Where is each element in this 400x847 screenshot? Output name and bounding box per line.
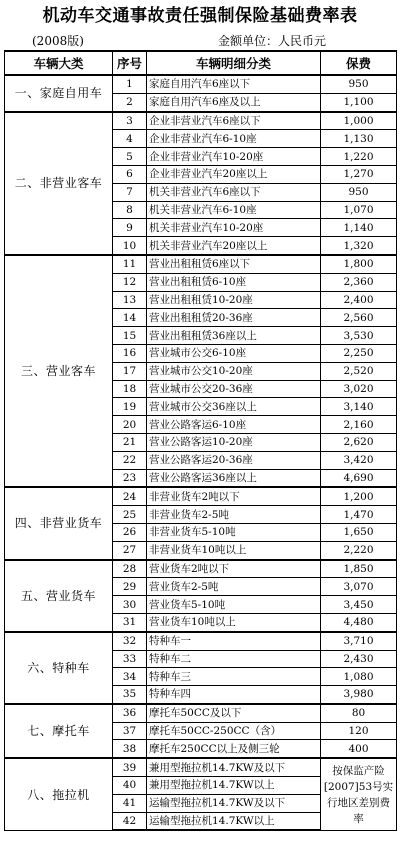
vehicle-detail-cell: 营业公路客运10-20座 (147, 433, 321, 451)
row-number-cell: 29 (113, 578, 147, 596)
premium-cell: 1,200 (321, 487, 397, 505)
category-cell: 四、非营业货车 (5, 487, 113, 559)
row-number-cell: 1 (113, 75, 147, 93)
premium-cell: 1,270 (321, 165, 397, 183)
vehicle-detail-cell: 营业出租租赁36座以上 (147, 327, 321, 345)
vehicle-detail-cell: 家庭自用汽车6座以下 (147, 75, 321, 93)
premium-cell: 120 (321, 722, 397, 740)
row-number-cell: 14 (113, 309, 147, 327)
premium-cell: 1,070 (321, 201, 397, 219)
vehicle-detail-cell: 摩托车250CC以上及侧三轮 (147, 740, 321, 758)
row-number-cell: 4 (113, 130, 147, 148)
premium-cell: 1,130 (321, 130, 397, 148)
vehicle-detail-cell: 营业城市公交20-36座 (147, 380, 321, 398)
vehicle-detail-cell: 营业城市公交6-10座 (147, 344, 321, 362)
premium-cell: 1,220 (321, 148, 397, 166)
row-number-cell: 25 (113, 506, 147, 524)
category-cell: 二、非营业客车 (5, 112, 113, 255)
row-number-cell: 19 (113, 398, 147, 416)
vehicle-detail-cell: 兼用型拖拉机14.7KW以上 (147, 777, 321, 795)
vehicle-detail-cell: 营业出租租赁20-36座 (147, 309, 321, 327)
vehicle-detail-cell: 非营业货车10吨以上 (147, 541, 321, 559)
vehicle-detail-cell: 机关非营业汽车20座以上 (147, 237, 321, 255)
table-row (5, 112, 397, 130)
vehicle-detail-cell: 营业出租租赁6座以下 (147, 255, 321, 273)
subtitle-line (0, 33, 400, 49)
premium-cell: 2,160 (321, 416, 397, 434)
table-row (5, 75, 397, 93)
vehicle-detail-cell: 摩托车50CC及以下 (147, 704, 321, 722)
row-number-cell: 21 (113, 433, 147, 451)
table-row (5, 632, 397, 650)
vehicle-detail-cell: 非营业货车2吨以下 (147, 487, 321, 505)
vehicle-detail-cell: 营业公路客运36座以上 (147, 469, 321, 487)
row-number-cell: 39 (113, 758, 147, 776)
premium-cell: 1,320 (321, 237, 397, 255)
row-number-cell: 7 (113, 183, 147, 201)
premium-cell: 2,220 (321, 541, 397, 559)
category-cell: 六、特种车 (5, 632, 113, 704)
vehicle-detail-cell: 企业非营业汽车20座以上 (147, 165, 321, 183)
vehicle-detail-cell: 营业出租租赁10-20座 (147, 291, 321, 309)
row-number-cell: 16 (113, 344, 147, 362)
premium-cell: 1,800 (321, 255, 397, 273)
table-row (5, 560, 397, 578)
vehicle-detail-cell: 营业城市公交10-20座 (147, 362, 321, 380)
premium-cell: 3,710 (321, 632, 397, 650)
row-number-cell: 10 (113, 237, 147, 255)
premium-cell: 3,450 (321, 596, 397, 614)
row-number-cell: 26 (113, 523, 147, 541)
premium-cell: 3,980 (321, 686, 397, 704)
vehicle-detail-cell: 摩托车50CC-250CC（含） (147, 722, 321, 740)
premium-cell: 3,020 (321, 380, 397, 398)
row-number-cell: 8 (113, 201, 147, 219)
row-number-cell: 30 (113, 596, 147, 614)
table-row (5, 487, 397, 505)
row-number-cell: 9 (113, 219, 147, 237)
header-premium: 保费 (321, 51, 397, 75)
row-number-cell: 34 (113, 668, 147, 686)
vehicle-detail-cell: 兼用型拖拉机14.7KW及以下 (147, 758, 321, 776)
row-number-cell: 13 (113, 291, 147, 309)
vehicle-detail-cell: 营业货车5-10吨 (147, 596, 321, 614)
table-header-row (5, 51, 397, 75)
row-number-cell: 41 (113, 794, 147, 812)
row-number-cell: 23 (113, 469, 147, 487)
row-number-cell: 11 (113, 255, 147, 273)
category-cell: 三、营业客车 (5, 255, 113, 487)
premium-cell: 1,850 (321, 560, 397, 578)
premium-cell: 1,650 (321, 523, 397, 541)
vehicle-detail-cell: 营业城市公交36座以上 (147, 398, 321, 416)
vehicle-detail-cell: 机关非营业汽车10-20座 (147, 219, 321, 237)
header-detail: 车辆明细分类 (147, 51, 321, 75)
vehicle-detail-cell: 运输型拖拉机14.7KW及以下 (147, 794, 321, 812)
category-cell: 八、拖拉机 (5, 758, 113, 830)
premium-cell: 400 (321, 740, 397, 758)
table-row (5, 255, 397, 273)
row-number-cell: 42 (113, 812, 147, 830)
vehicle-detail-cell: 特种车三 (147, 668, 321, 686)
row-number-cell: 38 (113, 740, 147, 758)
vehicle-detail-cell: 企业非营业汽车6座以下 (147, 112, 321, 130)
premium-cell: 1,140 (321, 219, 397, 237)
premium-cell: 3,530 (321, 327, 397, 345)
premium-cell: 3,420 (321, 451, 397, 469)
table-body (5, 75, 397, 830)
vehicle-detail-cell: 家庭自用汽车6座及以上 (147, 93, 321, 111)
row-number-cell: 5 (113, 148, 147, 166)
premium-cell: 1,470 (321, 506, 397, 524)
premium-cell: 2,430 (321, 650, 397, 668)
header-number: 序号 (113, 51, 147, 75)
row-number-cell: 2 (113, 93, 147, 111)
row-number-cell: 32 (113, 632, 147, 650)
category-cell: 七、摩托车 (5, 704, 113, 758)
vehicle-detail-cell: 企业非营业汽车6-10座 (147, 130, 321, 148)
row-number-cell: 12 (113, 273, 147, 291)
vehicle-detail-cell: 非营业货车2-5吨 (147, 506, 321, 524)
premium-cell: 2,620 (321, 433, 397, 451)
vehicle-detail-cell: 特种车二 (147, 650, 321, 668)
table-row (5, 704, 397, 722)
premium-cell: 3,070 (321, 578, 397, 596)
vehicle-detail-cell: 机关非营业汽车6-10座 (147, 201, 321, 219)
vehicle-detail-cell: 运输型拖拉机14.7KW以上 (147, 812, 321, 830)
premium-cell: 2,400 (321, 291, 397, 309)
premium-cell: 3,140 (321, 398, 397, 416)
vehicle-detail-cell: 特种车四 (147, 686, 321, 704)
vehicle-detail-cell: 营业货车10吨以上 (147, 613, 321, 631)
vehicle-detail-cell: 企业非营业汽车10-20座 (147, 148, 321, 166)
vehicle-detail-cell: 非营业货车5-10吨 (147, 523, 321, 541)
page-title: 机动车交通事故责任强制保险基础费率表 (42, 6, 358, 26)
premium-cell: 2,560 (321, 309, 397, 327)
row-number-cell: 40 (113, 777, 147, 795)
row-number-cell: 18 (113, 380, 147, 398)
premium-cell: 1,000 (321, 112, 397, 130)
currency-unit-label: 金额单位：人民币元 (218, 34, 327, 48)
vehicle-detail-cell: 营业公路客运20-36座 (147, 451, 321, 469)
row-number-cell: 24 (113, 487, 147, 505)
category-cell: 一、家庭自用车 (5, 75, 113, 112)
category-cell: 五、营业货车 (5, 560, 113, 632)
row-number-cell: 22 (113, 451, 147, 469)
premium-cell: 1,100 (321, 93, 397, 111)
premium-cell: 4,480 (321, 613, 397, 631)
vehicle-detail-cell: 营业货车2吨以下 (147, 560, 321, 578)
premium-cell: 80 (321, 704, 397, 722)
premium-note-cell: 按保监产险[2007]53号实行地区差别费率 (321, 758, 397, 830)
row-number-cell: 3 (113, 112, 147, 130)
table-row (5, 758, 397, 776)
premium-cell: 4,690 (321, 469, 397, 487)
vehicle-detail-cell: 特种车一 (147, 632, 321, 650)
vehicle-detail-cell: 营业货车2-5吨 (147, 578, 321, 596)
premium-cell: 950 (321, 183, 397, 201)
row-number-cell: 33 (113, 650, 147, 668)
vehicle-detail-cell: 营业公路客运6-10座 (147, 416, 321, 434)
row-number-cell: 37 (113, 722, 147, 740)
vehicle-detail-cell: 机关非营业汽车6座以下 (147, 183, 321, 201)
premium-cell: 2,360 (321, 273, 397, 291)
header-category: 车辆大类 (5, 51, 113, 75)
row-number-cell: 31 (113, 613, 147, 631)
row-number-cell: 20 (113, 416, 147, 434)
row-number-cell: 17 (113, 362, 147, 380)
row-number-cell: 36 (113, 704, 147, 722)
premium-rate-table (4, 50, 397, 831)
row-number-cell: 28 (113, 560, 147, 578)
premium-cell: 950 (321, 75, 397, 93)
premium-cell: 1,080 (321, 668, 397, 686)
row-number-cell: 15 (113, 327, 147, 345)
vehicle-detail-cell: 营业出租租赁6-10座 (147, 273, 321, 291)
edition-label: (2008版) (32, 34, 84, 48)
row-number-cell: 27 (113, 541, 147, 559)
premium-cell: 2,520 (321, 362, 397, 380)
premium-cell: 2,250 (321, 344, 397, 362)
row-number-cell: 35 (113, 686, 147, 704)
row-number-cell: 6 (113, 165, 147, 183)
